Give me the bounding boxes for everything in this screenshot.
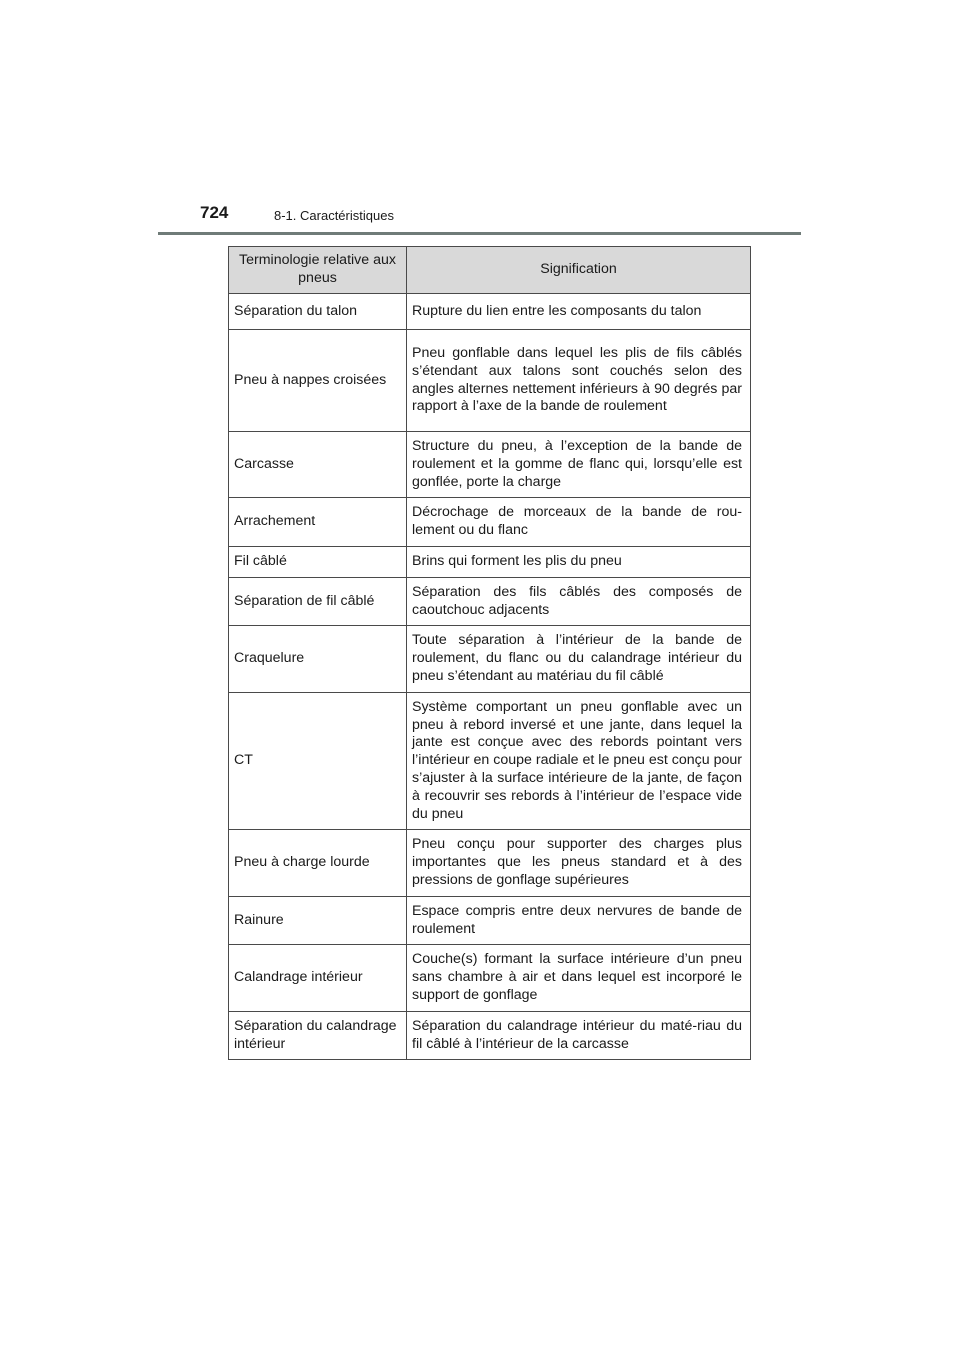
meaning-cell: Rupture du lien entre les composants du talon	[407, 294, 751, 330]
table-row	[229, 626, 751, 692]
term-cell: Séparation de fil câblé	[229, 577, 407, 626]
meaning-cell: Séparation du calandrage intérieur du maté-riau du fil câblé à l’intérieur de la carcasse	[407, 1011, 751, 1060]
table-row	[229, 945, 751, 1011]
table-header-row	[229, 247, 751, 294]
table-row	[229, 432, 751, 498]
table-row	[229, 577, 751, 626]
meaning-cell: Décrochage de morceaux de la bande de rou-lement ou du flanc	[407, 498, 751, 547]
table-row	[229, 498, 751, 547]
term-cell: Pneu à nappes croisées	[229, 330, 407, 432]
term-cell: Calandrage intérieur	[229, 945, 407, 1011]
table-row	[229, 330, 751, 432]
term-cell: Craquelure	[229, 626, 407, 692]
table-row	[229, 692, 751, 830]
term-cell: Carcasse	[229, 432, 407, 498]
table-row	[229, 1011, 751, 1060]
term-cell: Pneu à charge lourde	[229, 830, 407, 896]
term-cell: Rainure	[229, 896, 407, 945]
meaning-cell: Couche(s) formant la surface intérieure d’un pneu sans chambre à air et dans lequel est incorporé le support de gonflage	[407, 945, 751, 1011]
table-row	[229, 546, 751, 577]
term-cell: Fil câblé	[229, 546, 407, 577]
section-title: 8-1. Caractéristiques	[274, 208, 394, 223]
term-cell: Séparation du talon	[229, 294, 407, 330]
term-cell: Séparation du calandrage intérieur	[229, 1011, 407, 1060]
term-cell: CT	[229, 692, 407, 830]
meaning-cell: Système comportant un pneu gonflable avec un pneu à rebord inversé et une jante, dans lequel la jante est conçue avec des rebords pointant vers l’intérieur en coupe radiale et le pneu est conçu pour s’ajuster à la surface intérieure de la jante, de façon à recouvrir ses rebords à l’intérieur de l’espace vide du pneu	[407, 692, 751, 830]
meaning-cell: Pneu conçu pour supporter des charges plus importantes que les pneus standard et à des pressions de gonflage supérieures	[407, 830, 751, 896]
page-number: 724	[200, 203, 229, 222]
table-row	[229, 294, 751, 330]
column-header-term: Terminologie relative aux pneus	[229, 247, 407, 294]
meaning-cell: Pneu gonflable dans lequel les plis de fils câblés s’étendant aux talons sont couchés selon des angles alternes nettement inférieurs à 90 degrés par rapport à l’axe de la bande de roulement	[407, 330, 751, 432]
meaning-cell: Brins qui forment les plis du pneu	[407, 546, 751, 577]
meaning-cell: Toute séparation à l’intérieur de la bande de roulement, du flanc ou du calandrage intérieur du pneu s’étendant au matériau du fil câblé	[407, 626, 751, 692]
meaning-cell: Espace compris entre deux nervures de bande de roulement	[407, 896, 751, 945]
header-rule	[158, 232, 801, 235]
table-row	[229, 830, 751, 896]
meaning-cell: Séparation des fils câblés des composés de caoutchouc adjacents	[407, 577, 751, 626]
meaning-cell: Structure du pneu, à l’exception de la bande de roulement et la gomme de flanc qui, lorsqu’elle est gonflée, porte la charge	[407, 432, 751, 498]
table-row	[229, 896, 751, 945]
term-cell: Arrachement	[229, 498, 407, 547]
column-header-meaning: Signification	[407, 247, 751, 294]
terminology-table	[228, 246, 751, 1060]
